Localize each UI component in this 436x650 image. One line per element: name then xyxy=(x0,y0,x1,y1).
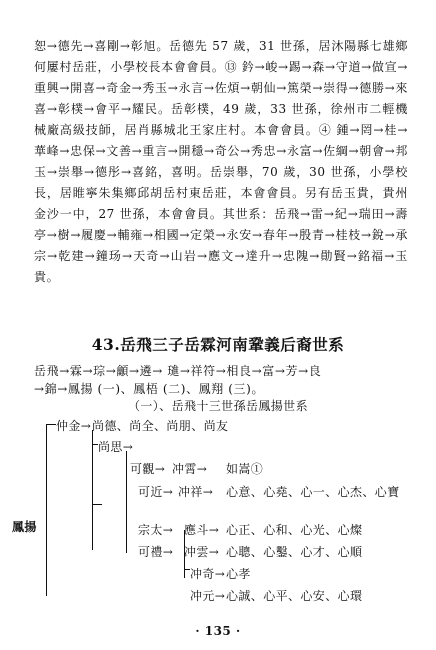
tree-node: 心正、心和、心光、心燦 xyxy=(226,523,363,537)
tree-node: 心意、心堯、心一、心杰、心寶 xyxy=(226,485,400,499)
lineage-line-1: 岳飛→霖→琮→龥→遴→ 璡→祥符→相良→富→芳→良 xyxy=(34,364,322,378)
section-title: 43.岳飛三子岳霖河南鞏義后裔世系 xyxy=(91,335,345,354)
tree-connector xyxy=(92,430,93,550)
tree-node: 尚思→ xyxy=(98,440,134,454)
tree-node: 可禮→ xyxy=(138,545,174,559)
tree-connector xyxy=(46,424,47,596)
tree-node: 宗太→ xyxy=(138,523,174,537)
tree-node: 心聰、心鑿、心才、心順 xyxy=(226,545,363,559)
page-number: · 135 · xyxy=(195,624,241,638)
tree-node: 心孝 xyxy=(226,567,251,581)
tree-root-node: 鳳揚 xyxy=(12,520,37,534)
tree-connector xyxy=(92,504,102,505)
tree-node: 如嵩① xyxy=(226,462,264,476)
tree-node: 冲祥→ xyxy=(178,485,214,499)
tree-node: 冲雲→ xyxy=(184,545,220,559)
tree-node: 心誠、心平、心安、心環 xyxy=(226,589,363,603)
genealogy-paragraph: 恕→德先→喜剛→彰旭。岳德先 57 歲，31 世孫，居沐陽縣七雄鄉何屢村岳莊，小學校長本會會員。⑬ 鈐→峻→踢→森→守道→做宣→重興→開喜→奇金→秀玉→永言→佐煩→朝仙→篤榮→崇得→德勝→來喜→彰樸→會平→耀民。岳彰樸，49 歲，33 世孫，徐州市二輕機械廠高級技師，居肖縣城北王家庄村。本會會員。④ 鍾→罔→桂→華峰→忠保→文善→重言→開穩→奇公→秀忠→永富→佐綱→朝會→邦玉→崇舉→德彤→喜銘，喜明。岳崇舉，70 歲，30 世孫，小學校長，居睢寧朱集鄉邱胡岳村東岳莊，本會會員。另有岳玉貴，貴州金沙一中，27 世孫，本會會員。其世系：岳飛→雷→紀→瑞田→壽亭→樹→履慶→輔雍→相國→定榮→永安→春年→殷青→桂枝→銳→承宗→乾建→鐘玚→天奇→山岩→應文→達升→忠隗→勛賢→銘福→玉貴。 xyxy=(34,39,408,284)
tree-connector xyxy=(126,451,127,553)
tree-node: 冲元→ xyxy=(190,589,226,603)
tree-connector xyxy=(46,424,56,425)
tree-node: 可近→ xyxy=(138,485,174,499)
tree-node: 可觀→ xyxy=(130,462,166,476)
tree-node: 冲霄→ xyxy=(172,462,208,476)
subsection-title: （一）、岳飛十三世孫岳鳳揚世系 xyxy=(127,399,308,413)
tree-node: 冲奇→ xyxy=(190,567,226,581)
tree-node: 仲金→ xyxy=(56,419,92,433)
tree-node: 尚德、尚全、尚朋、尚友 xyxy=(92,419,229,433)
tree-node: 應斗→ xyxy=(184,523,220,537)
lineage-line-2: →錦→鳳揚 (一)、鳳梧 (二)、鳳翔 (三)。 xyxy=(34,382,265,396)
